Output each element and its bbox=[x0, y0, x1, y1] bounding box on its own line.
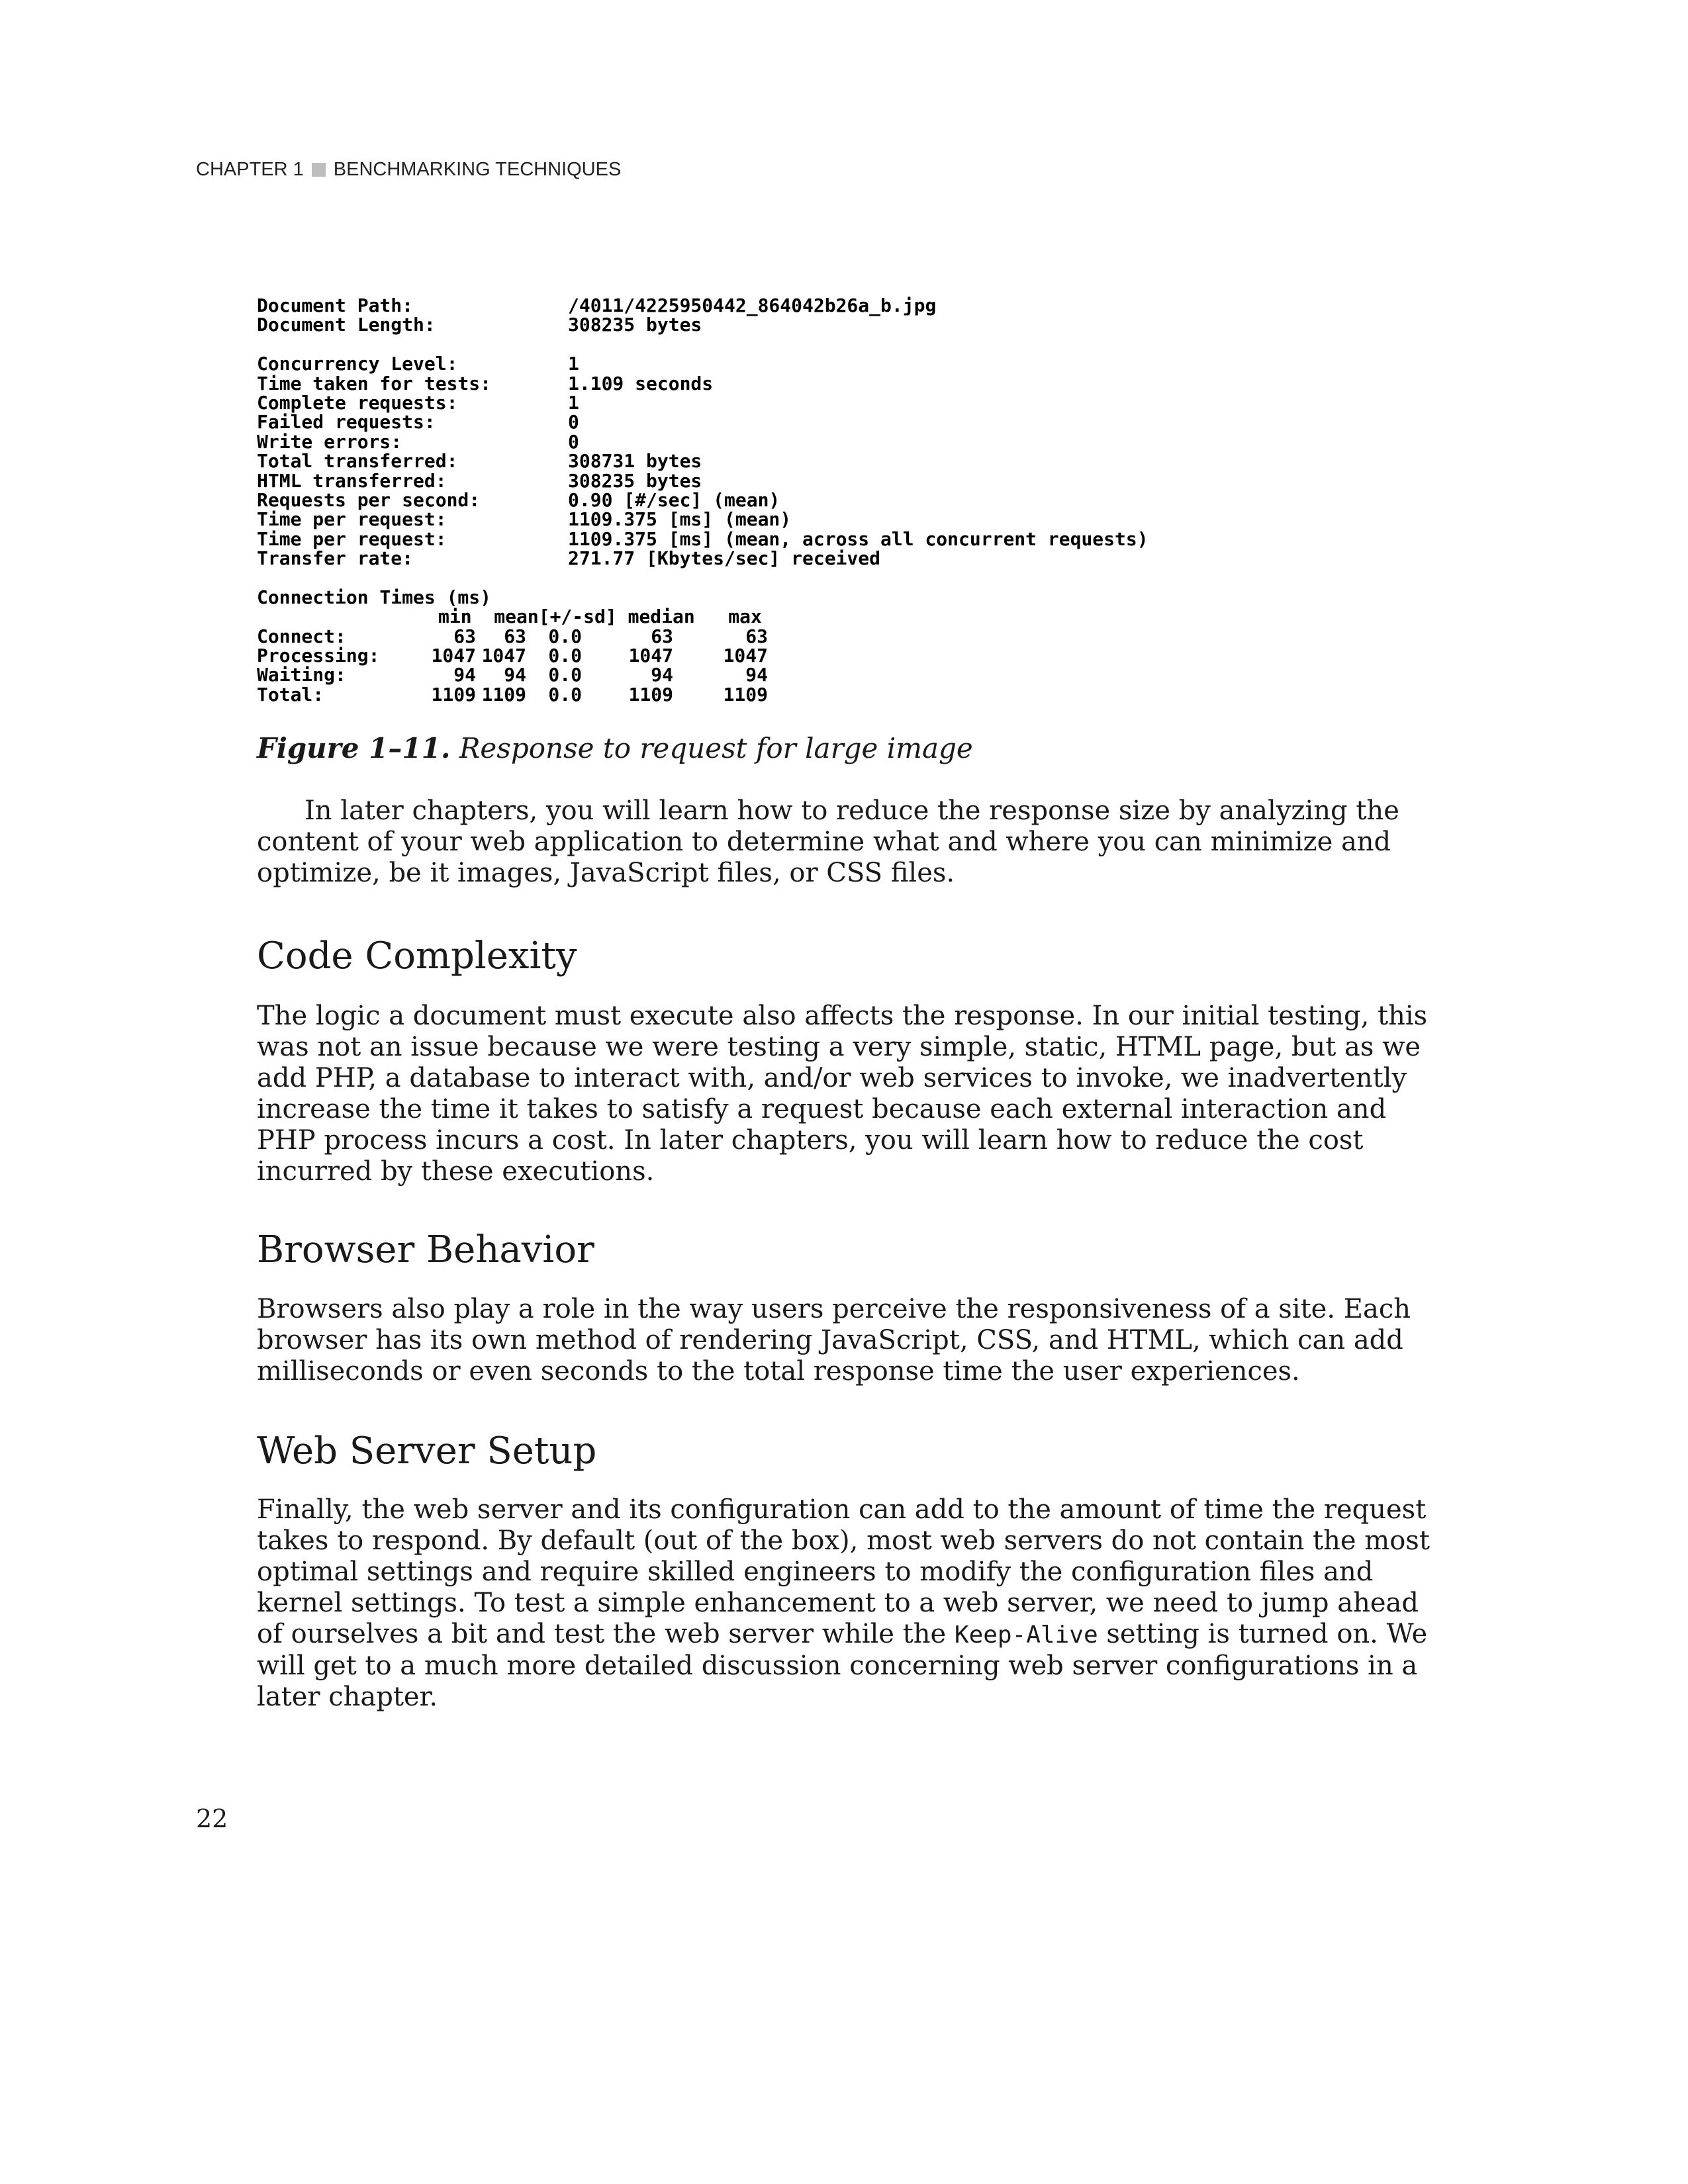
console-value: 308235 bytes bbox=[568, 469, 702, 492]
section-heading: Browser Behavior bbox=[257, 1228, 594, 1271]
console-line bbox=[257, 549, 1283, 568]
console-line bbox=[257, 354, 1283, 373]
figure-number: Figure 1–11. bbox=[257, 732, 451, 764]
console-key: HTML transferred: bbox=[257, 469, 447, 492]
console-value: 0.90 [#/sec] (mean) bbox=[568, 488, 780, 511]
console-value: 1 bbox=[568, 391, 579, 414]
cell-median: 1109 bbox=[628, 683, 673, 705]
console-key: Concurrency Level: bbox=[257, 353, 458, 375]
figure-caption-text: Response to request for large image bbox=[459, 732, 973, 764]
cell-median: 63 bbox=[651, 625, 673, 647]
section-label: BENCHMARKING TECHNIQUES bbox=[333, 159, 622, 180]
cell-mean: 1047 bbox=[481, 645, 526, 667]
console-key: Total transferred: bbox=[257, 450, 458, 473]
row-label: Connect: bbox=[257, 625, 346, 647]
console-line bbox=[257, 451, 1283, 471]
console-value: 1.109 seconds bbox=[568, 372, 714, 394]
console-line bbox=[257, 510, 1283, 529]
console-key: Document Path: bbox=[257, 295, 414, 316]
console-key: Time taken for tests: bbox=[257, 372, 492, 394]
inline-code: Keep-Alive bbox=[954, 1621, 1098, 1649]
console-key: Requests per second: bbox=[257, 488, 481, 511]
intro-paragraph: In later chapters, you will learn how to reduce the response size by analyzing the content of your web application to determine what and where you can minimize and optimize, be it images, JavaScript files, or CSS files. bbox=[257, 796, 1399, 888]
console-value: /4011/4225950442_864042b26a_b.jpg bbox=[568, 295, 937, 316]
section-heading: Code Complexity bbox=[257, 934, 577, 978]
section-body-text: Finally, the web server and its configuration can add to the amount of time the request takes to respond. By default (out of the box), most web servers do not contain the most optimal settings and require skilled engineers to modify the configuration files and kernel settings. To test a simple enhancement to a web server, we need to jump ahead of ourselves a bit and test the web server while the bbox=[257, 1494, 1430, 1649]
cell-max: 1047 bbox=[723, 645, 768, 667]
console-key: Failed requests: bbox=[257, 411, 436, 433]
console-value: 0 bbox=[568, 430, 579, 453]
cell-sd: 0.0 bbox=[548, 625, 582, 647]
console-line bbox=[257, 374, 1283, 393]
section-body: The logic a document must execute also affects the response. In our initial testing, this was not an issue because we were testing a very simple, static, HTML page, but as we add PHP, a database to interact with, and/or web services to invoke, we inadvertently increase the time it takes to satisfy a request because each external interaction and PHP process incurs a cost. In later chapters, you will learn how to reduce the cost incurred by these executions. bbox=[257, 1001, 1428, 1187]
cell-max: 63 bbox=[745, 625, 768, 647]
table-row bbox=[257, 685, 1283, 704]
cell-min: 63 bbox=[453, 625, 476, 647]
console-value: 308731 bytes bbox=[568, 450, 702, 473]
figure-caption bbox=[257, 732, 973, 764]
console-value: 308235 bytes bbox=[568, 314, 702, 336]
cell-mean: 94 bbox=[504, 664, 526, 686]
section-body: Browsers also play a role in the way users perceive the responsiveness of a site. Each browser has its own method of rendering JavaScript, CSS, and HTML, which can add milliseconds or even seconds to the total response time the user experiences. bbox=[257, 1294, 1411, 1387]
section-heading: Web Server Setup bbox=[257, 1430, 597, 1473]
connection-times-title: Connection Times (ms) bbox=[257, 586, 492, 608]
running-head bbox=[196, 159, 621, 181]
console-line bbox=[257, 490, 1283, 510]
square-bullet-icon bbox=[312, 163, 326, 177]
cell-median: 1047 bbox=[628, 645, 673, 667]
console-key: Transfer rate: bbox=[257, 547, 414, 570]
console-value: 1109.375 [ms] (mean) bbox=[568, 508, 792, 531]
cell-min: 94 bbox=[453, 664, 476, 686]
console-line bbox=[257, 412, 1283, 432]
console-key: Time per request: bbox=[257, 508, 447, 531]
row-label: Processing: bbox=[257, 645, 380, 667]
table-row bbox=[257, 627, 1283, 646]
console-value: 271.77 [Kbytes/sec] received bbox=[568, 547, 881, 570]
row-label: Total: bbox=[257, 683, 324, 705]
cell-mean: 1109 bbox=[481, 683, 526, 705]
cell-min: 1047 bbox=[431, 645, 476, 667]
console-line bbox=[257, 432, 1283, 451]
page-number: 22 bbox=[196, 1804, 228, 1833]
console-line bbox=[257, 529, 1283, 549]
console-key: Complete requests: bbox=[257, 391, 458, 414]
console-key: Time per request: bbox=[257, 527, 447, 550]
table-row bbox=[257, 665, 1283, 684]
console-key: Document Length: bbox=[257, 314, 436, 336]
console-output bbox=[257, 296, 1283, 704]
chapter-label: CHAPTER 1 bbox=[196, 159, 304, 180]
console-line bbox=[257, 471, 1283, 490]
section-body-text: setting is turned on. We will get to a much more detailed discussion concerning web server configurations in a later chapter. bbox=[257, 1619, 1428, 1712]
console-key: Write errors: bbox=[257, 430, 402, 453]
cell-median: 94 bbox=[651, 664, 673, 686]
cell-min: 1109 bbox=[431, 683, 476, 705]
console-value: 1109.375 [ms] (mean, across all concurrent requests) bbox=[568, 527, 1149, 550]
cell-mean: 63 bbox=[504, 625, 526, 647]
row-label: Waiting: bbox=[257, 664, 346, 686]
cell-sd: 0.0 bbox=[548, 664, 582, 686]
cell-sd: 0.0 bbox=[548, 645, 582, 667]
console-line bbox=[257, 393, 1283, 412]
section-body bbox=[257, 1494, 1442, 1713]
cell-max: 94 bbox=[745, 664, 768, 686]
table-row bbox=[257, 646, 1283, 665]
console-value: 1 bbox=[568, 353, 579, 375]
cell-sd: 0.0 bbox=[548, 683, 582, 705]
console-line bbox=[257, 315, 1283, 334]
console-line bbox=[257, 296, 1283, 315]
connection-times-header: min mean[+/-sd] median max bbox=[438, 606, 762, 628]
cell-max: 1109 bbox=[723, 683, 768, 705]
console-value: 0 bbox=[568, 411, 579, 433]
